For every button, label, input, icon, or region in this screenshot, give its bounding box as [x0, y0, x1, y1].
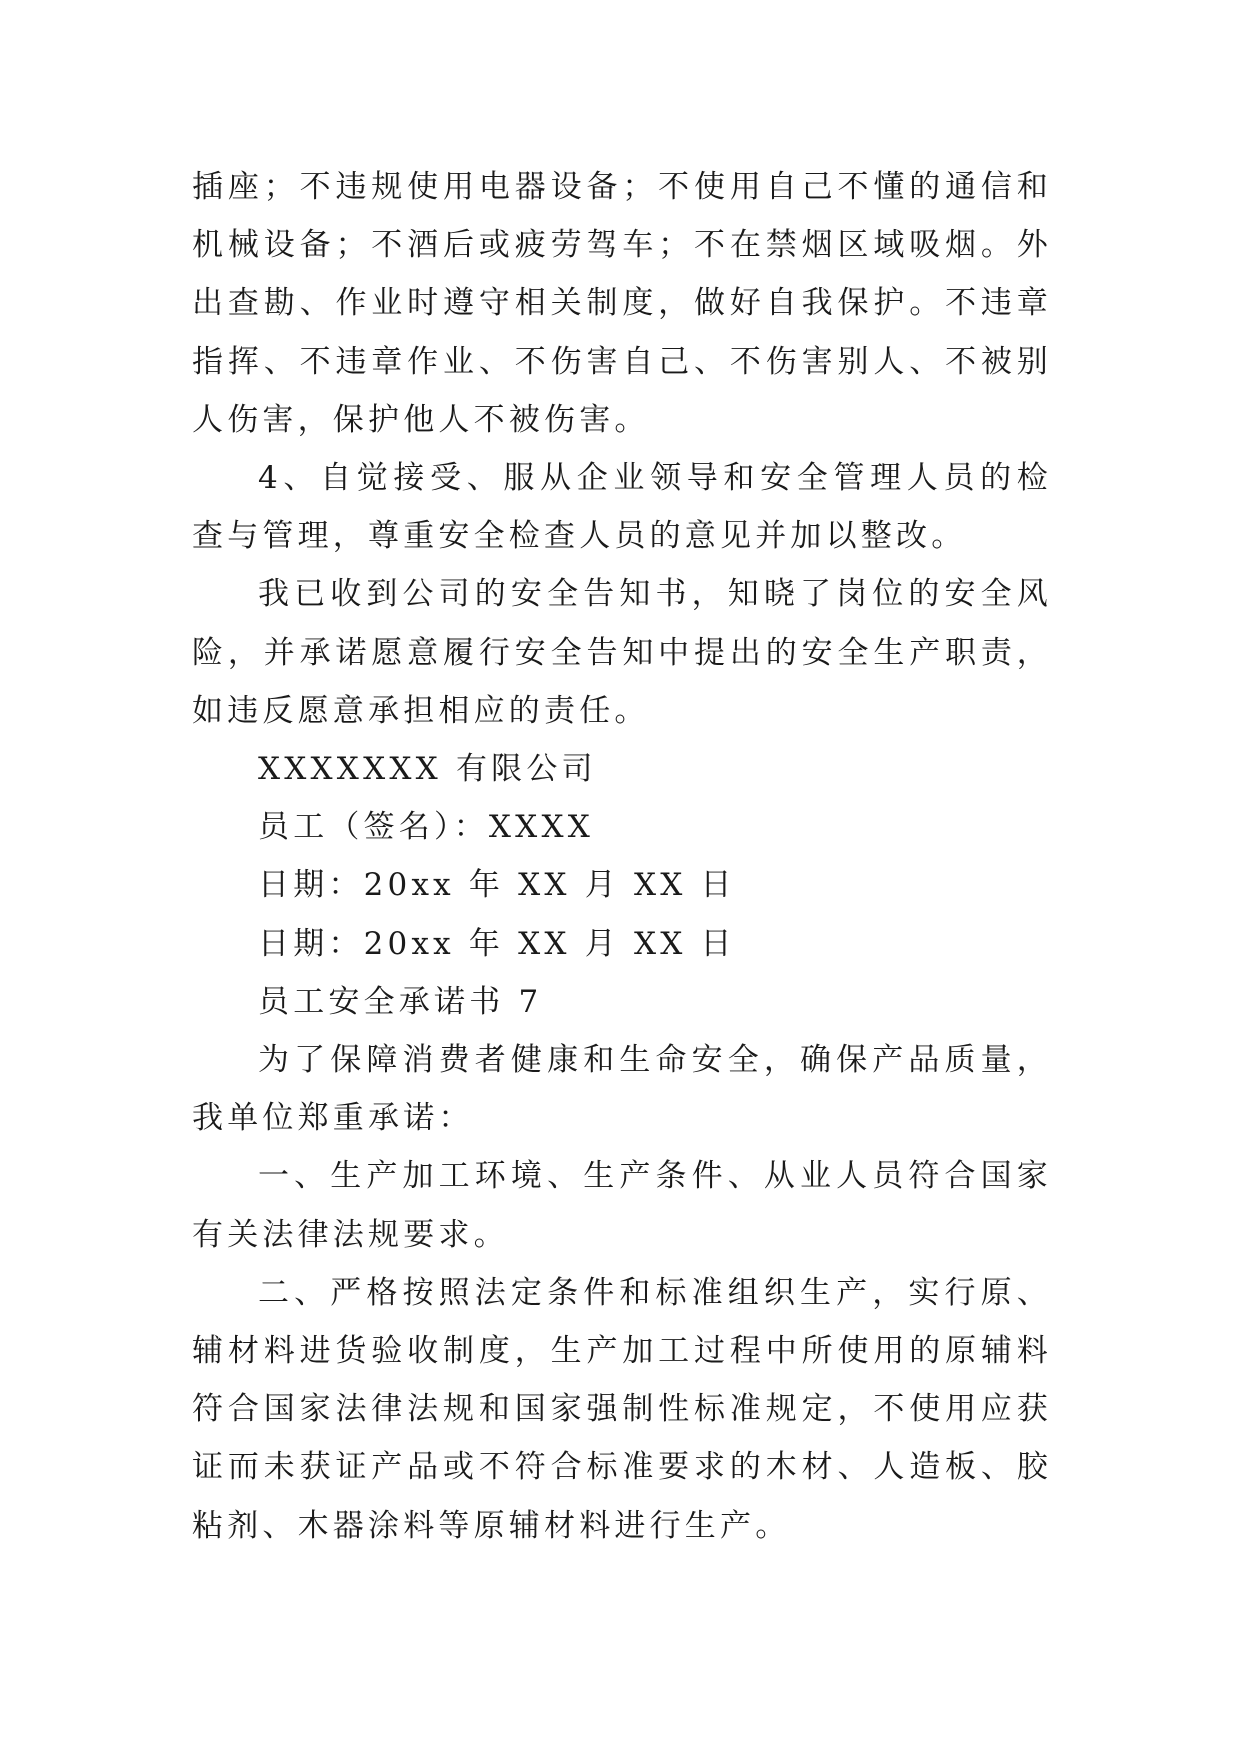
- date-line: 日期：20xx 年 XX 月 XX 日: [258, 867, 736, 904]
- date-line: 日期：20xx 年 XX 月 XX 日: [258, 925, 736, 962]
- paragraph-intro: 为了保障消费者健康和生命安全，确保产品质量，我单位郑重承诺：: [192, 1042, 1052, 1137]
- paragraph-continuation: 插座；不违规使用电器设备；不使用自己不懂的通信和机械设备；不酒后或疲劳驾车；不在禁烟区域吸烟。外出查勘、作业时遵守相关制度，做好自我保护。不违章指挥、不违章作业、不伤害自己、不伤害别人、不被别人伤害，保护他人不被伤害。: [192, 169, 1052, 438]
- paragraph-item-two: 二、严格按照法定条件和标准组织生产，实行原、辅材料进货验收制度，生产加工过程中所使用的原辅料符合国家法律法规和国家强制性标准规定，不使用应获证而未获证产品或不符合标准要求的木材、人造板、胶粘剂、木器涂料等原辅材料进行生产。: [192, 1274, 1052, 1544]
- company-name: XXXXXXX 有限公司: [258, 751, 597, 788]
- paragraph-acknowledgement: 我已收到公司的安全告知书，知晓了岗位的安全风险，并承诺愿意履行安全告知中提出的安全生产职责，如违反愿意承担相应的责任。: [192, 576, 1052, 729]
- document-body: [192, 158, 1052, 1555]
- paragraph-item-4: 4、自觉接受、服从企业领导和安全管理人员的检查与管理，尊重安全检查人员的意见并加以整改。: [192, 460, 1052, 555]
- section-title: 员工安全承诺书 7: [258, 983, 543, 1020]
- paragraph-item-one: 一、生产加工环境、生产条件、从业人员符合国家有关法律法规要求。: [192, 1158, 1052, 1253]
- employee-signature: 员工（签名）：XXXX: [258, 809, 594, 846]
